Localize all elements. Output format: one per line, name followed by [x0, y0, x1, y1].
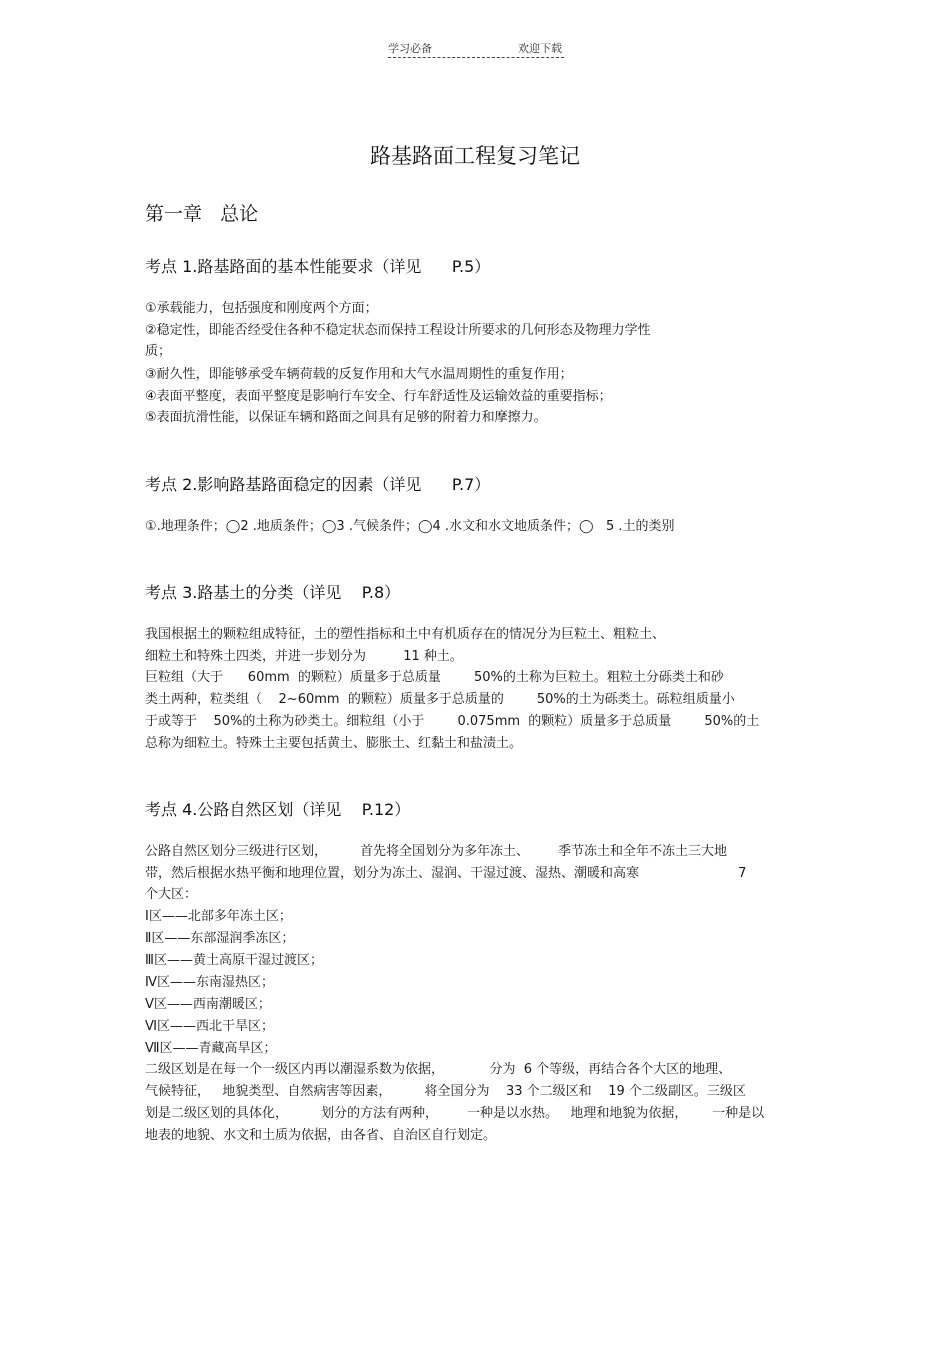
section-3-line: 于或等于 50%的土称为砂类土。细粒组（小于 0.075mm 的颗粒）质量多于总质量 50%的土: [145, 714, 760, 729]
section-4-line: 划是二级区划的具体化， 划分的方法有两种， 一种是以水热。 地理和地貌为依据， 一种是以: [145, 1106, 765, 1121]
header-left-text: 学习必备: [388, 42, 432, 55]
region-item: Ⅵ区——西北干旱区；: [145, 1019, 274, 1034]
section-4-line: 地表的地貌、水文和土质为依据，由各省、自治区自行划定。: [145, 1128, 497, 1143]
section-1-line: ⑤表面抗滑性能，以保证车辆和路面之间具有足够的附着力和摩擦力。: [145, 410, 547, 425]
section-1-line: ①承载能力，包括强度和刚度两个方面；: [145, 301, 378, 316]
region-item: Ⅳ区——东南湿热区；: [145, 975, 274, 990]
section-3-line: 类土两种，粒类组（ 2~60mm 的颗粒）质量多于总质量的 50%的土为砾类土。砾粒组质量小: [145, 692, 735, 707]
page-header: [388, 40, 564, 58]
section-3-line: 我国根据土的颗粒组成特征，土的塑性指标和土中有机质存在的情况分为巨粒土、粗粒土、: [145, 627, 666, 642]
section-3-line: 总称为细粒土。特殊土主要包括黄土、膨胀土、红黏土和盐渍土。: [145, 736, 523, 751]
region-item: Ⅶ区——青藏高旱区；: [145, 1041, 277, 1056]
section-3-line: 细粒土和特殊土四类，并进一步划分为 11 种土。: [145, 649, 463, 664]
section-4-line: 气候特征， 地貌类型、自然病害等因素， 将全国分为 33 个二级区和 19 个二级副区。三级区: [145, 1084, 746, 1099]
region-item: Ⅰ区——北部多年冻土区；: [145, 909, 292, 924]
section-4-line: 公路自然区划分三级进行区划， 首先将全国划分为多年冻土、 季节冻土和全年不冻土三大地: [145, 844, 727, 859]
section-1-line: ③耐久性，即能够承受车辆荷载的反复作用和大气水温周期性的重复作用；: [145, 367, 573, 382]
section-2-line: ①.地理条件；◯2 .地质条件；◯3 .气候条件；◯4 .水文和水文地质条件；◯ 5 .土的类别: [145, 519, 675, 534]
section-4-line: 带，然后根据水热平衡和地理位置，划分为冻土、湿润、干湿过渡、湿热、潮暖和高寒 7: [145, 866, 747, 881]
section-3-heading: 考点 3.路基土的分类（详见 P.8）: [145, 583, 401, 602]
section-1-line: ④表面平整度，表面平整度是影响行车安全、行车舒适性及运输效益的重要指标；: [145, 389, 612, 404]
section-4-line: 二级区划是在每一个一级区内再以潮湿系数为依据， 分为 6 个等级，再结合各个大区的地理、: [145, 1062, 732, 1077]
chapter-heading: 第一章 总论: [145, 203, 259, 225]
document-title: 路基路面工程复习笔记: [370, 144, 580, 168]
section-3-line: 巨粒组（大于 60mm 的颗粒）质量多于总质量 50%的土称为巨粒土。粗粒土分砾类土和砂: [145, 670, 724, 685]
region-item: Ⅱ区——东部湿润季冻区；: [145, 931, 295, 946]
section-4-heading: 考点 4.公路自然区划（详见 P.12）: [145, 800, 411, 819]
section-4-line: 个大区：: [145, 887, 198, 902]
region-item: Ⅴ区——西南潮暖区；: [145, 997, 271, 1012]
section-1-line: ②稳定性，即能否经受住各种不稳定状态而保持工程设计所要求的几何形态及物理力学性: [145, 323, 651, 338]
section-1-heading: 考点 1.路基路面的基本性能要求（详见 P.5）: [145, 257, 491, 276]
section-1-line: 质；: [145, 344, 172, 359]
header-right-text: 欢迎下载: [518, 42, 562, 55]
region-item: Ⅲ区——黄土高原干湿过渡区；: [145, 953, 323, 968]
section-2-heading: 考点 2.影响路基路面稳定的因素（详见 P.7）: [145, 475, 491, 494]
